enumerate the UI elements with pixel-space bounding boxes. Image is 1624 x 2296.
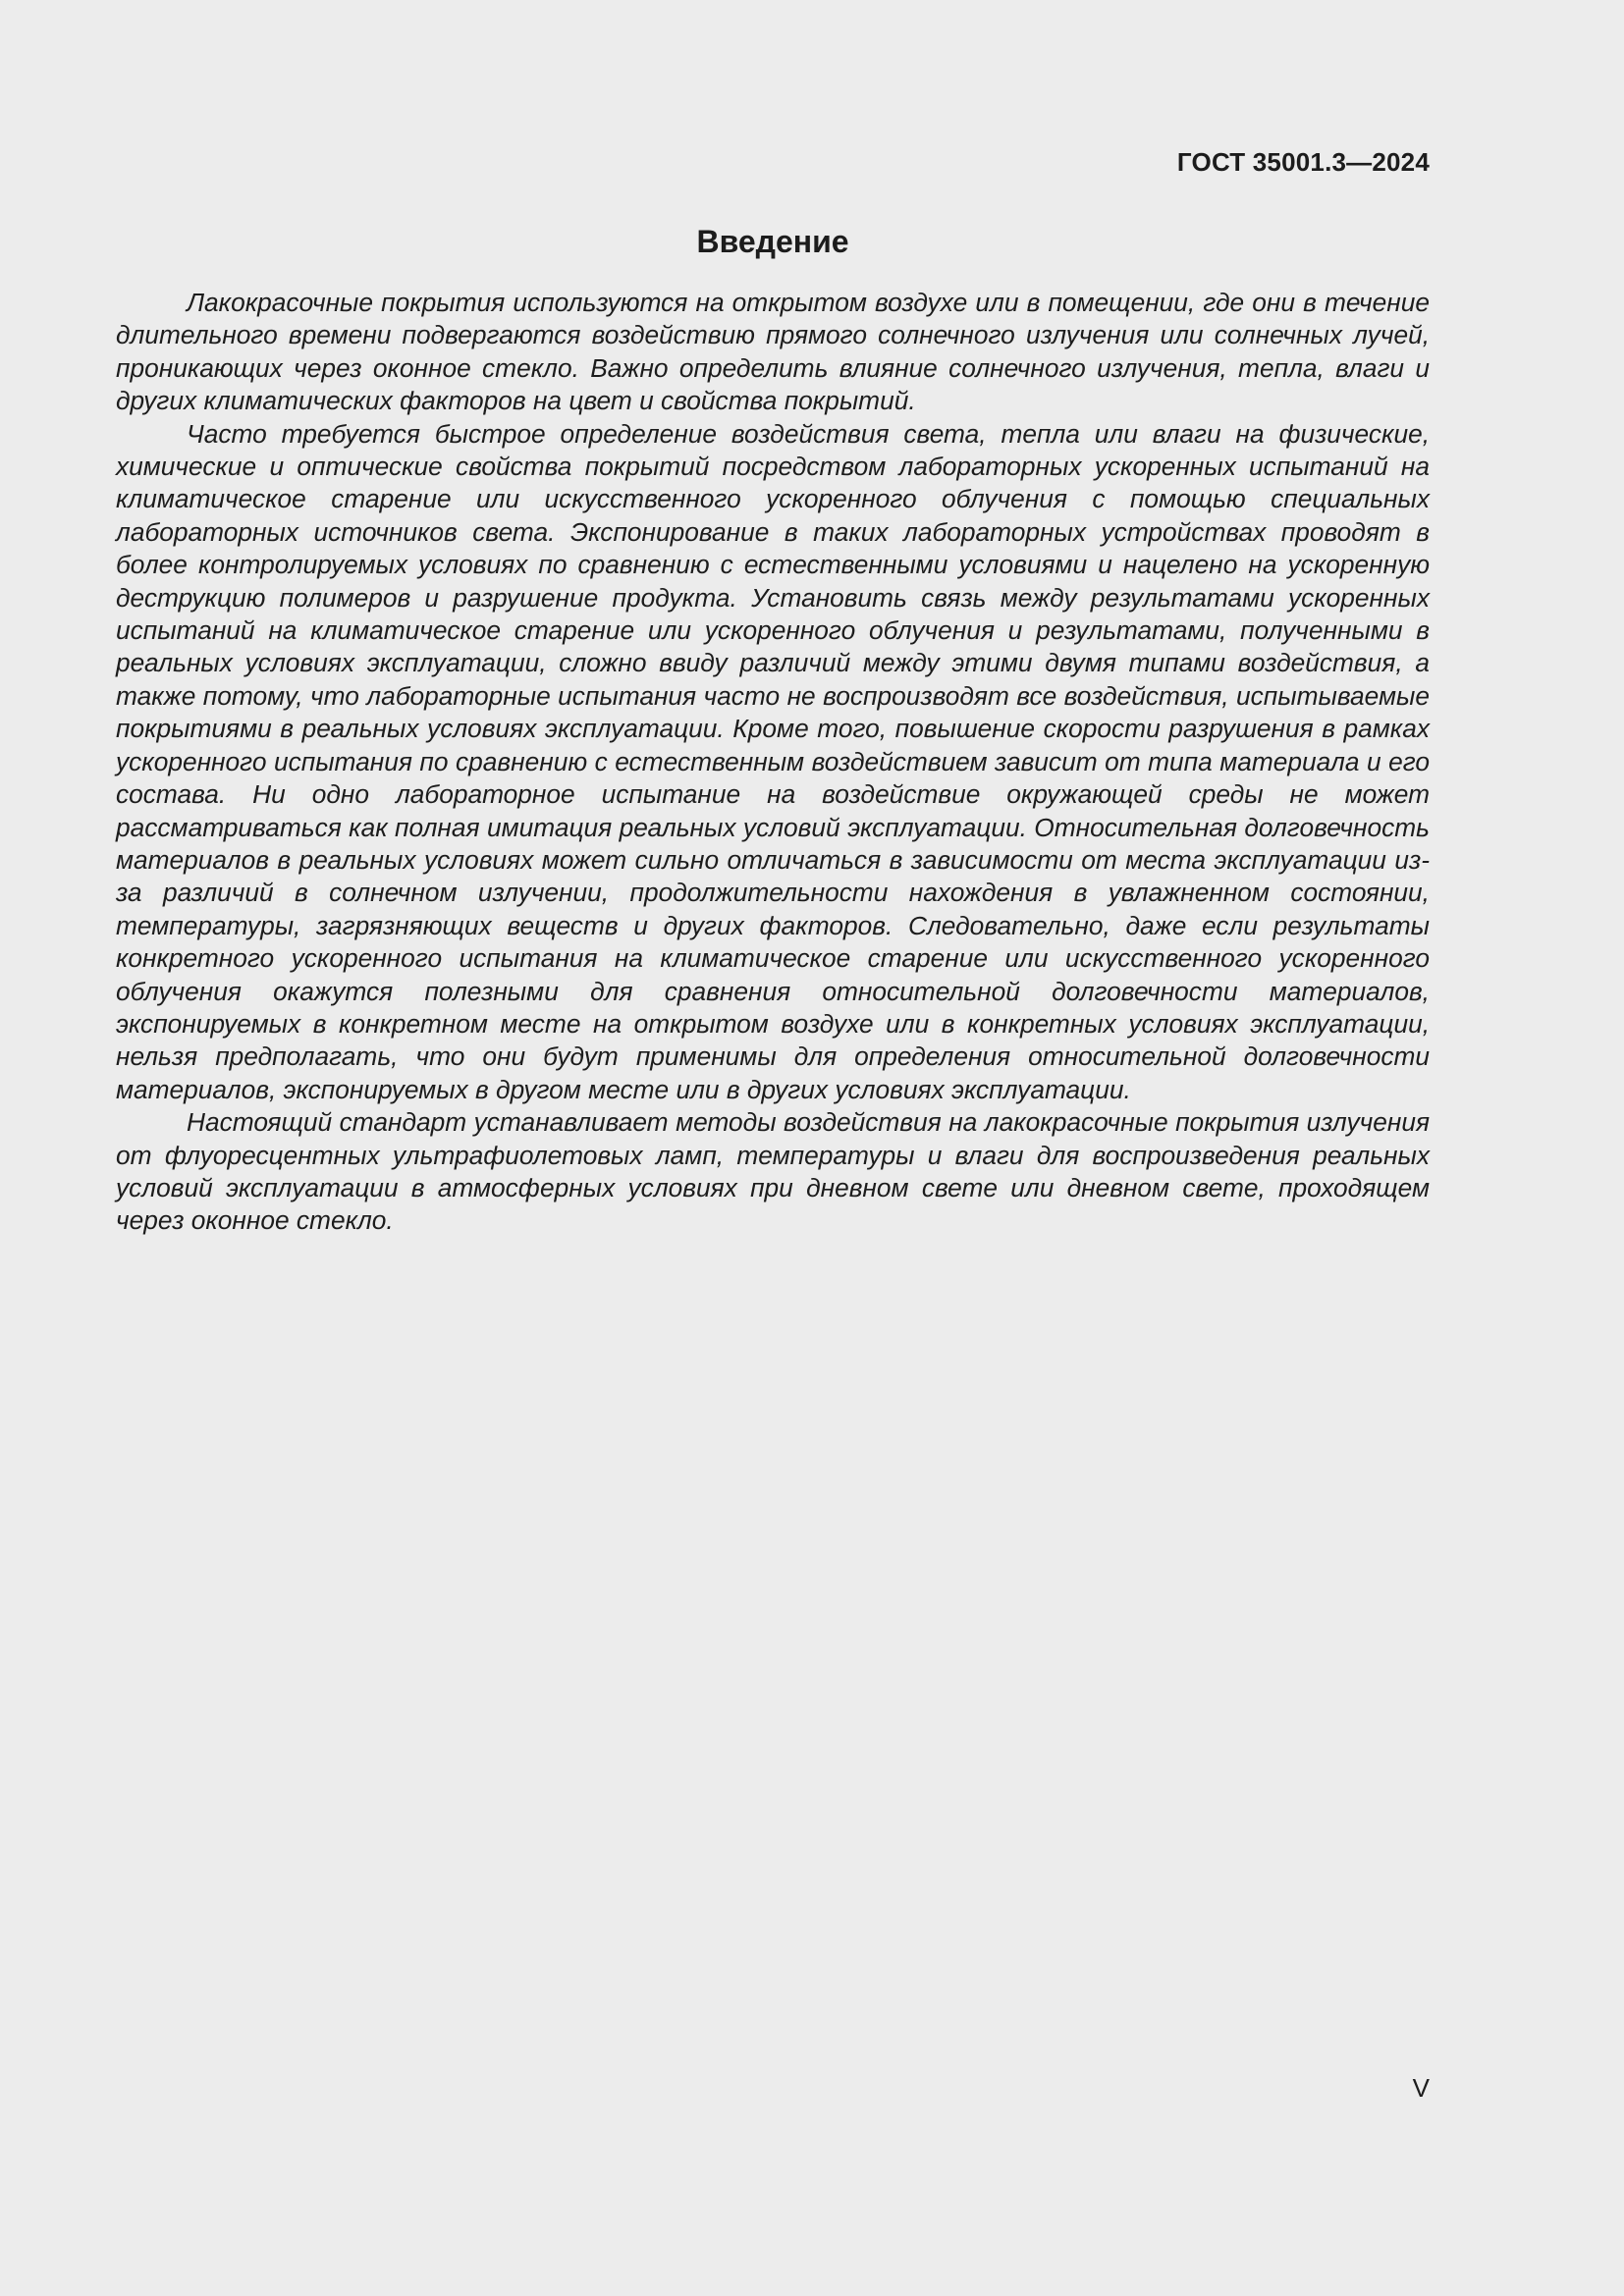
document-code: ГОСТ 35001.3—2024 [1176, 147, 1430, 177]
paragraph-3: Настоящий стандарт устанавливает методы воздействия на лакокрасочные покрытия излучения от флуоресцентных ультрафиолетовых ламп, температуры и влаги для воспроизведения реальных условий эксплуатации в атмосферных условиях при дневном свете или дневном свете, проходящем через оконное стекло. [116, 1107, 1430, 1236]
page-number: V [1412, 2073, 1430, 2103]
paragraph-1: Лакокрасочные покрытия используются на открытом воздухе или в помещении, где они в течение длительного времени подвергаются воздействию прямого солнечного излучения или солнечных лучей, проникающих через оконное стекло. Важно определить влияние солнечного излучения, тепла, влаги и других климатических факторов на цвет и свойства покрытий. [116, 288, 1430, 416]
document-body [116, 287, 1430, 1238]
section-heading: Введение [696, 224, 849, 259]
paragraph-2: Часто требуется быстрое определение воздействия света, тепла или влаги на физические, химические и оптические свойства покрытий посредством лабораторных ускоренных испытаний на климатическое старение или искусственного ускоренного облучения с помощью специальных лабораторных источников света. Экспонирование в таких лабораторных устройствах проводят в более контролируемых условиях по сравнению с естественными условиями и нацелено на ускоренную деструкцию полимеров и разрушение продукта. Установить связь между результатами ускоренных испытаний на климатическое старение или ускоренного облучения и результатами, полученными в реальных условиях эксплуатации, сложно ввиду различий между этими двумя типами воздействия, а также потому, что лабораторные испытания часто не воспроизводят все воздействия, испытываемые покрытиями в реальных условиях эксплуатации. Кроме того, повышение скорости разрушения в рамках ускоренного испытания по сравнению с естественным воздействием зависит от типа материала и его состава. Ни одно лабораторное испытание на воздействие окружающей среды не может рассматриваться как полная имитация реальных условий эксплуатации. Относительная долговечность материалов в реальных условиях может сильно отличаться в зависимости от места эксплуатации из-за различий в солнечном излучении, продолжительности нахождения в увлажненном состоянии, температуры, загрязняющих веществ и других факторов. Следовательно, даже если результаты конкретного ускоренного испытания на климатическое старение или искусственного ускоренного облучения окажутся полезными для сравнения относительной долговечности материалов, экспонируемых в конкретном месте на открытом воздухе или в конкретных условиях эксплуатации, нельзя предполагать, что они будут применимы для определения относительной долговечности материалов, экспонируемых в другом месте или в других условиях эксплуатации. [116, 418, 1430, 1104]
